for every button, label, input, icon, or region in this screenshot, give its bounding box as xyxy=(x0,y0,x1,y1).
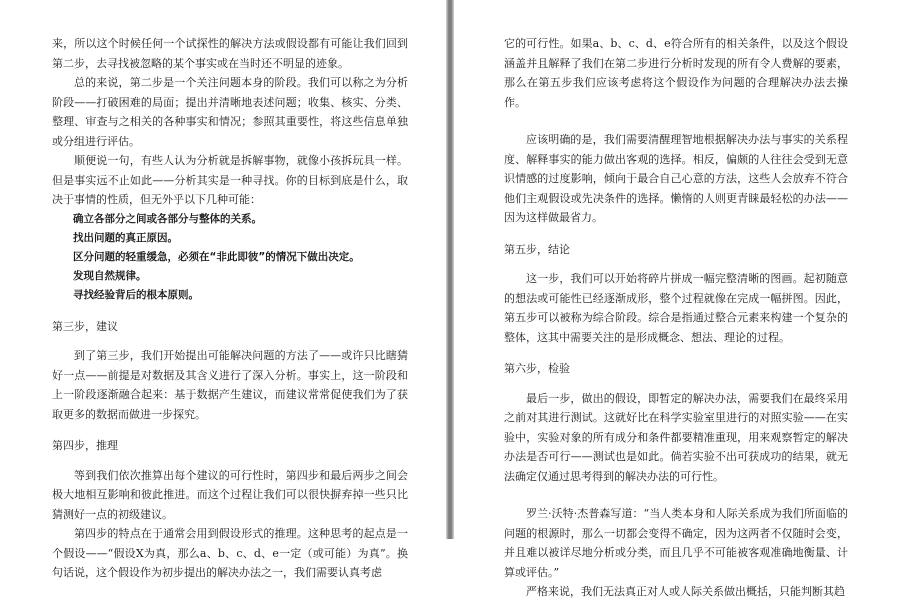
paragraph: 第四步的特点在于通常会用到假设形式的推理。这种思考的起点是一个假设——“假设X为真，那么a、b、c、d、e一定（或可能）为真”。换句话说，这个假设作为初步提出的解决办法之一，我们需要认真考虑 xyxy=(52,527,408,579)
right-page xyxy=(454,0,900,598)
paragraph: 来，所以这个时候任何一个试探性的解决方法或假设都有可能让我们回到第二步，去寻找被忽略的某个事实或在当时还不明显的迹象。 xyxy=(52,37,408,70)
list-item: 找出问题的真正原因。 xyxy=(73,231,178,244)
paragraph: 应该明确的是，我们需要清醒理智地根据解决办法与事实的关系程度、解释事实的能力做出客观的选择。相反，偏颇的人往往会受到无意识情感的过度影响，倾向于最合自己心意的方法，这些人会放弃不符合他们主观假设或先决条件的选择。懒惰的人则更青睐最轻松的办法——因为这样做最省力。 xyxy=(504,133,848,224)
list-item: 寻找经验背后的根本原则。 xyxy=(73,288,199,301)
paragraph: 总的来说，第二步是一个关注问题本身的阶段。我们可以称之为分析阶段——打破困难的局面；提出并清晰地表述问题；收集、核实、分类、整理、审查与之相关的各种事实和情况；参照其重要性，将这些信息单独或分组进行评估。 xyxy=(52,76,408,148)
section-heading: 第六步，检验 xyxy=(504,362,570,375)
paragraph: 它的可行性。如果a、b、c、d、e符合所有的相关条件，以及这个假设涵盖并且解释了我们在第二步进行分析时发现的所有令人费解的要素，那么在第五步我们应该考虑将这个假设作为问题的合理解决办法去操作。 xyxy=(504,37,848,109)
page-divider xyxy=(446,0,454,539)
paragraph: 顺便说一句，有些人认为分析就是拆解事物，就像小孩拆玩具一样。但是事实远不止如此——分析其实是一种寻找。你的目标到底是什么，取决于事情的性质，但无外乎以下几种可能： xyxy=(52,154,408,206)
section-heading: 第四步，推理 xyxy=(52,439,118,452)
paragraph: 严格来说，我们无法真正对人或人际关系做出概括，只能判断其趋 xyxy=(526,585,845,598)
section-heading: 第三步，建议 xyxy=(52,319,118,333)
paragraph: 等到我们依次推算出每个建议的可行性时，第四步和最后两步之间会极大地相互影响和彼此推进。而这个过程让我们可以很快摒弃掉一些只比猜测好一点的初级建议。 xyxy=(52,468,408,521)
list-item: 确立各部分之间或各部分与整体的关系。 xyxy=(73,212,262,225)
paragraph: 到了第三步，我们开始提出可能解决问题的方法了——或许只比瞎猜好一点——前提是对数据及其含义进行了深入分析。事实上，这一阶段和上一阶段逐渐融合起来：基于数据产生建议，而建议常常促使我们为了获取更多的数据而做进一步探究。 xyxy=(52,349,408,421)
paragraph: 罗兰·沃特·杰普森写道：“当人类本身和人际关系成为我们所面临的问题的根源时，那么一切都会变得不确定，因为这两者不仅随时会变，并且难以被详尽地分析或分类，而且几乎不可能被客观准确地衡量、计算或评估。” xyxy=(504,507,848,579)
paragraph: 最后一步，做出的假设，即暂定的解决办法，需要我们在最终采用之前对其进行测试。这就好比在科学实验室里进行的对照实验——在实验中，实验对象的所有成分和条件都要精准重现，用来观察暂定的解决办法是否可行——测试也是如此。倘若实验不出可获成功的结果，就无法确定仅通过思考得到的解决办法的可行性。 xyxy=(504,391,848,483)
section-heading: 第五步，结论 xyxy=(504,242,570,256)
paragraph: 这一步，我们可以开始将碎片拼成一幅完整清晰的图画。起初随意的想法或可能性已经逐渐成形，整个过程就像在完成一幅拼图。因此，第五步可以被称为综合阶段。综合是指通过整合元素来构建一个复杂的整体，这其中需要关注的是形成概念、想法、理论的过程。 xyxy=(504,272,848,344)
list-item: 区分问题的轻重缓急，必须在“非此即彼”的情况下做出决定。 xyxy=(73,250,360,263)
list-item: 发现自然规律。 xyxy=(73,269,147,282)
left-page xyxy=(0,0,446,579)
